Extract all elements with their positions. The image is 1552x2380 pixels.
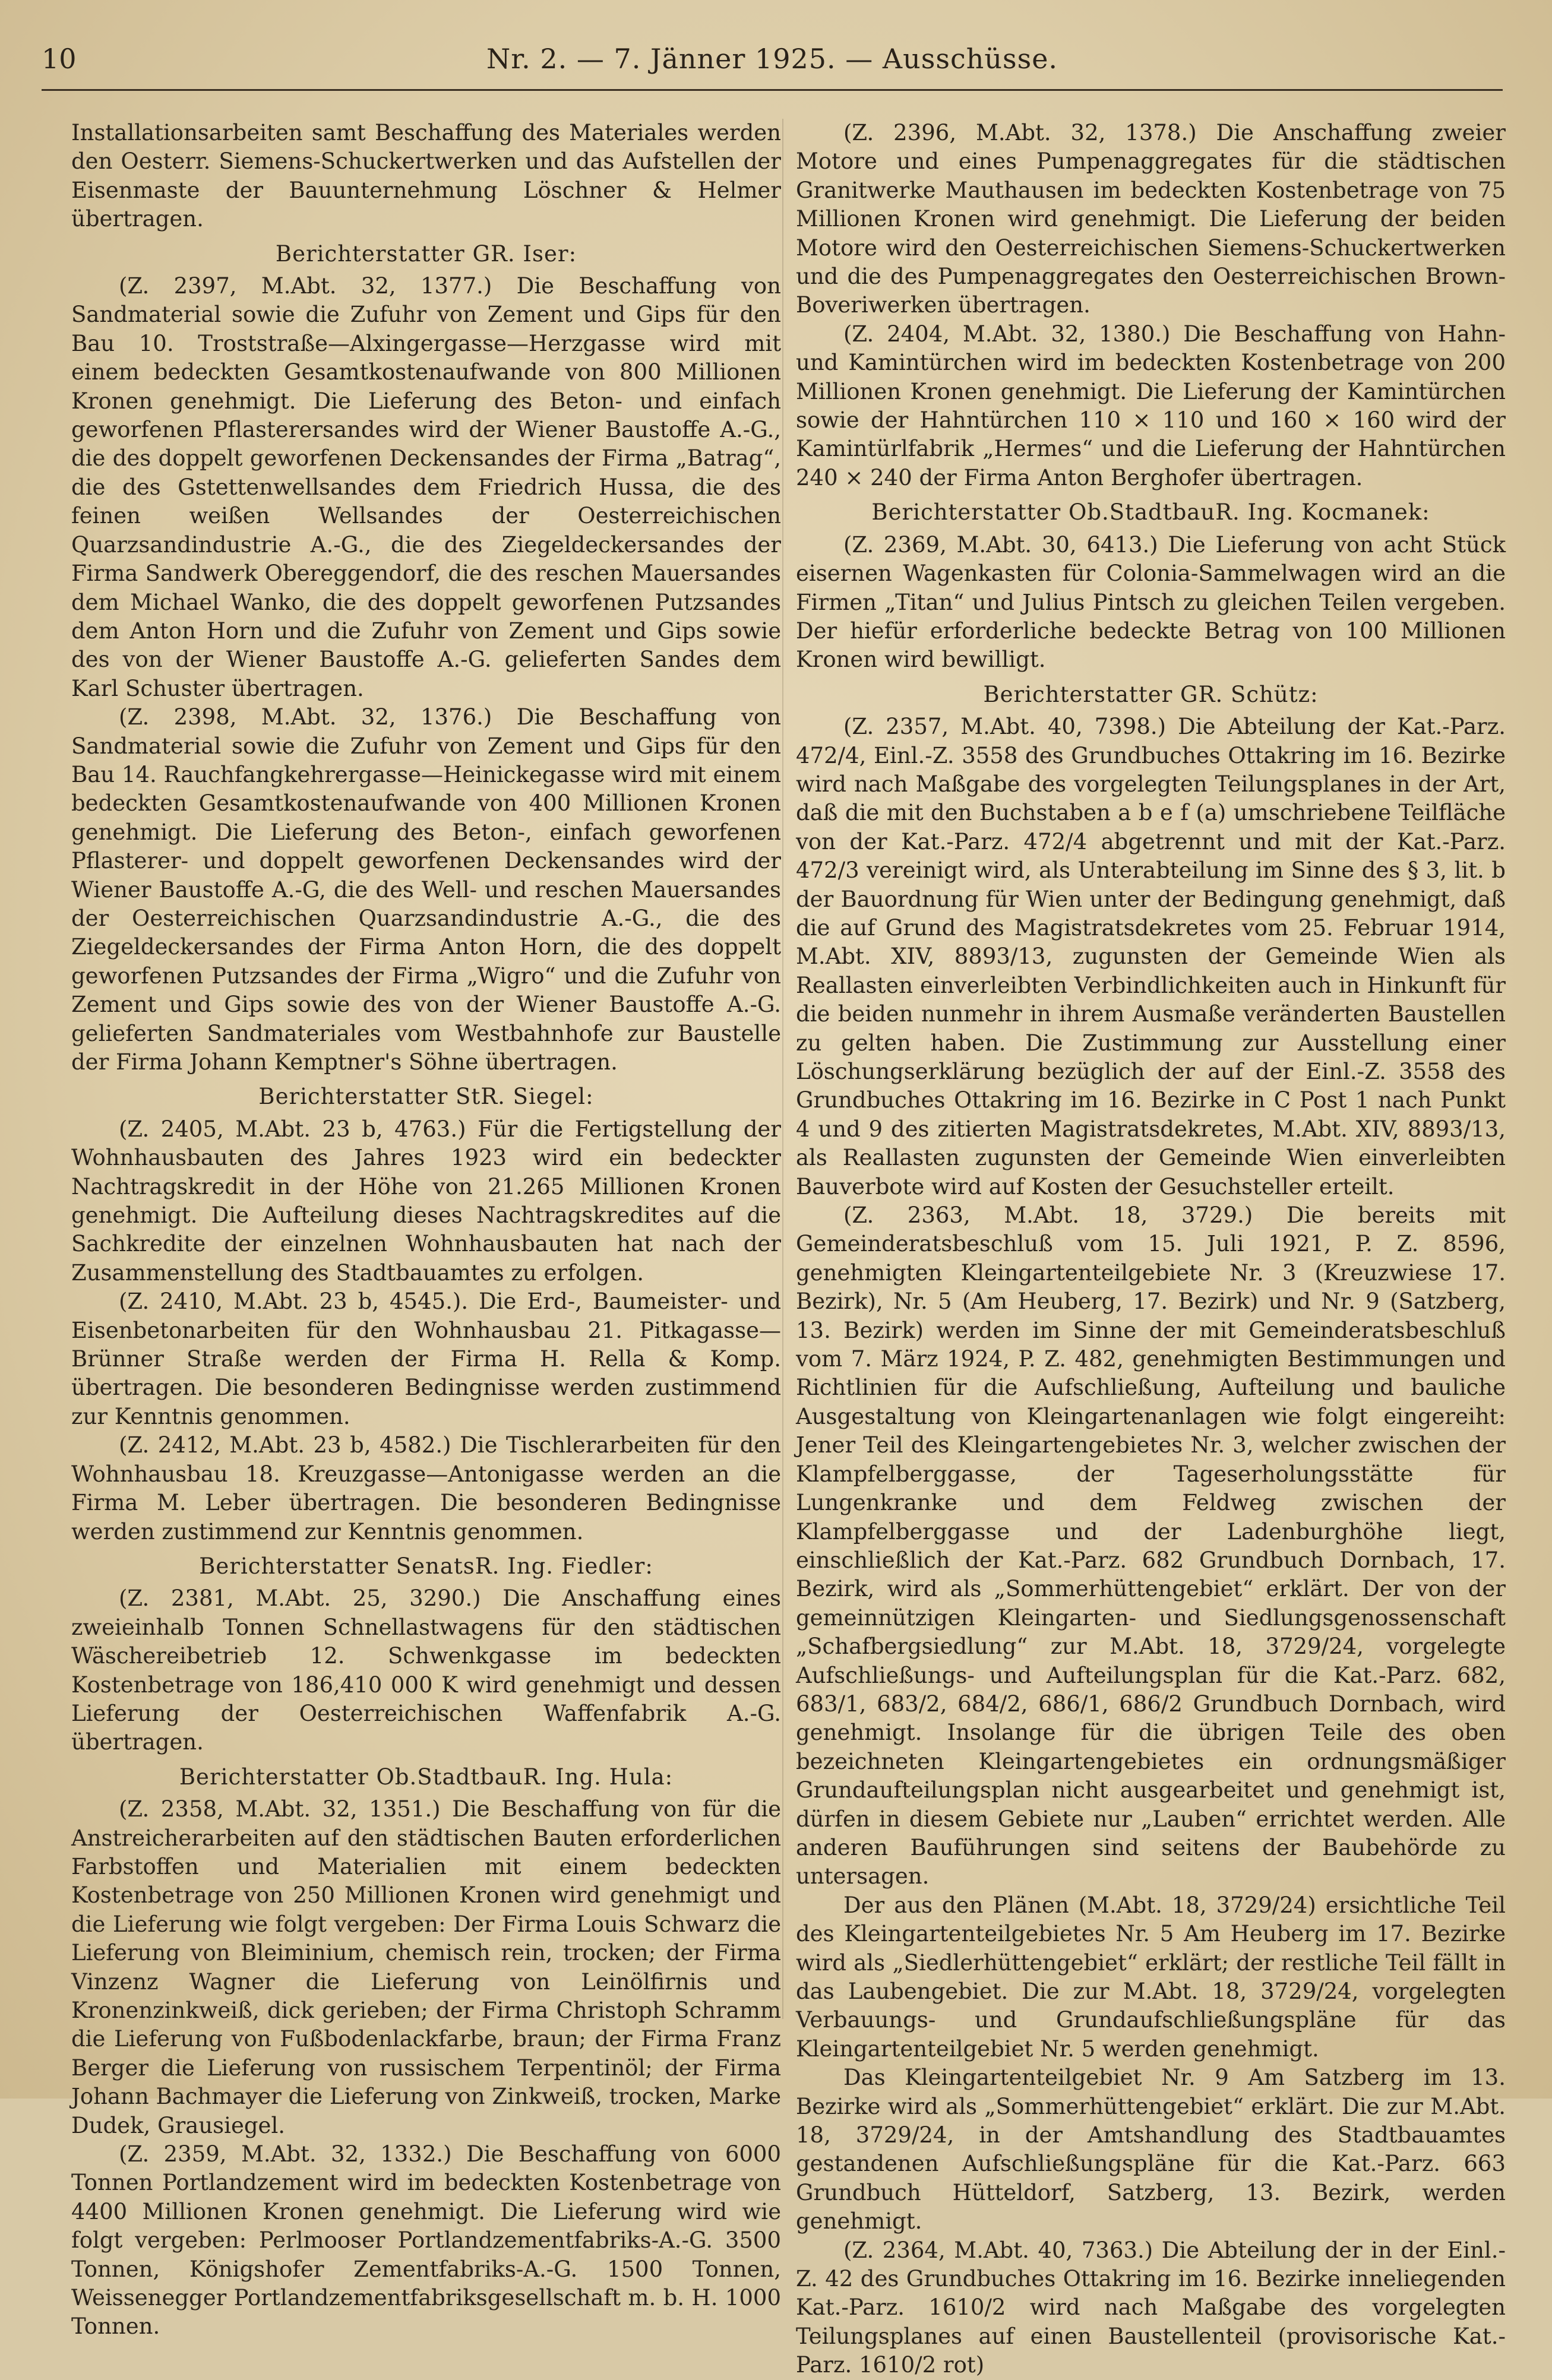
reporter-heading: Berichterstatter GR. Iser:	[275, 240, 577, 267]
left-column	[71, 119, 781, 2341]
article-paragraph: (Z. 2396, M.Abt. 32, 1378.) Die Anschaffung zweier Motore und eines Pumpenaggregates für die städtischen Granitwerke Mauthausen im bedeckten Kostenbetrage von 75 Millionen Kronen wird genehmigt. Die Lieferung der beiden Motore wird den Oesterreichischen Siemens-Schuckertwerken und die des Pumpenaggregates den Oesterreichischen Brown-Boveriwerken übertragen.	[796, 120, 1506, 318]
running-head: Nr. 2. — 7. Jänner 1925. — Ausschüsse.	[486, 43, 1058, 75]
article-paragraph: (Z. 2397, M.Abt. 32, 1377.) Die Beschaffung von Sandmaterial sowie die Zufuhr von Zement und Gips für den Bau 10. Troststraße—Alxingergasse—Herzgasse wird mit einem bedeckten Gesamtkostenaufwande von 800 Millionen Kronen genehmigt. Die Lieferung des Beton- und einfach geworfenen Pflasterersandes wird der Wiener Baustoffe A.-G., die des doppelt geworfenen Deckensandes der Firma „Batrag“, die des Gstettenwellsandes dem Friedrich Hussa, die des feinen weißen Wellsandes der Oesterreichischen Quarzsandindustrie A.-G., die des Ziegeldeckersandes der Firma Sandwerk Obereggendorf, die des reschen Mauersandes dem Michael Wanko, die des doppelt geworfenen Putzsandes dem Anton Horn und die Zufuhr von Zement und Gips sowie des von der Wiener Baustoffe A.-G. gelieferten Sandes dem Karl Schuster übertragen.	[71, 273, 781, 701]
reporter-heading: Berichterstatter SenatsR. Ing. Fiedler:	[199, 1553, 653, 1579]
article-paragraph: Das Kleingartenteilgebiet Nr. 9 Am Satzberg im 13. Bezirke wird als „Sommerhüttengebiet“ erklärt. Die zur M.Abt. 18, 3729/24, in der Amtshandlung des Stadtbauamtes gestandenen Aufschließungspläne für die Kat.-Parz. 663 Grundbuch Hütteldorf, Satzberg, 13. Bezirk, werden genehmigt.	[796, 2065, 1506, 2235]
reporter-heading: Berichterstatter StR. Siegel:	[258, 1084, 594, 1110]
reporter-heading: Berichterstatter GR. Schütz:	[983, 681, 1319, 707]
column-divider	[782, 119, 783, 2019]
page-number: 10	[42, 43, 77, 75]
article-paragraph: (Z. 2381, M.Abt. 25, 3290.) Die Anschaffung eines zweieinhalb Tonnen Schnellastwagens für den städtischen Wäschereibetrieb 12. Schwenkgasse im bedeckten Kostenbetrage von 186,410 000 K wird genehmigt und dessen Lieferung der Oesterreichischen Waffenfabrik A.-G. übertragen.	[71, 1585, 781, 1755]
article-paragraph: (Z. 2359, M.Abt. 32, 1332.) Die Beschaffung von 6000 Tonnen Portlandzement wird im bedeckten Kostenbetrage von 4400 Millionen Kronen genehmigt. Die Lieferung wird wie folgt vergeben: Perlmooser Portlandzementfabriks-A.-G. 3500 Tonnen, Königshofer Zementfabriks-A.-G. 1500 Tonnen, Weissenegger Portlandzementfabriksgesellschaft m. b. H. 1000 Tonnen.	[71, 2141, 781, 2340]
reporter-heading: Berichterstatter Ob.StadtbauR. Ing. Kocmanek:	[871, 499, 1430, 526]
page-header	[42, 36, 1503, 91]
article-paragraph: (Z. 2363, M.Abt. 18, 3729.) Die bereits mit Gemeinderatsbeschluß vom 15. Juli 1921, P. Z. 8596, genehmigten Kleingartenteilgebiete Nr. 3 (Kreuzwiese 17. Bezirk), Nr. 5 (Am Heuberg, 17. Bezirk) und Nr. 9 (Satzberg, 13. Bezirk) werden im Sinne der mit Gemeinderatsbeschluß vom 7. März 1924, P. Z. 482, genehmigten Bestimmungen und Richtlinien für die Aufschließung, Aufteilung und bauliche Ausgestaltung von Kleingartenanlagen wie folgt eingereiht: Jener Teil des Kleingartengebietes Nr. 3, welcher zwischen der Klampfelberggasse, der Tageserholungsstätte für Lungenkranke und dem Feldweg zwischen der Klampfelberggasse und der Ladenburghöhe liegt, einschließlich der Kat.-Parz. 682 Grundbuch Dornbach, 17. Bezirk, wird als „Sommerhüttengebiet“ erklärt. Der von der gemeinnützigen Kleingarten- und Siedlungsgenossenschaft „Schafbergsiedlung“ zur M.Abt. 18, 3729/24, vorgelegte Aufschließungs- und Aufteilungsplan für die Kat.-Parz. 682, 683/1, 683/2, 684/2, 686/1, 686/2 Grundbuch Dornbach, wird genehmigt. Insolange für die übrigen Teile des oben bezeichneten Kleingartengebietes ein ordnungsmäßiger Grundaufteilungsplan nicht ausgearbeitet und genehmigt ist, dürfen in diesem Gebiete nur „Lauben“ errichtet werden. Alle anderen Bauführungen sind seitens der Baubehörde zu untersagen.	[796, 1202, 1506, 1890]
article-paragraph: (Z. 2364, M.Abt. 40, 7363.) Die Abteilung der in der Einl.-Z. 42 des Grundbuches Ottakring im 16. Bezirke inneliegenden Kat.-Parz. 1610/2 wird nach Maßgabe des vorgelegten Teilungsplanes auf einen Baustellenteil (provisorische Kat.-Parz. 1610/2 rot)	[796, 2237, 1506, 2378]
article-paragraph: Der aus den Plänen (M.Abt. 18, 3729/24) ersichtliche Teil des Kleingartenteilgebietes Nr. 5 Am Heuberg im 17. Bezirke wird als „Siedlerhüttengebiet“ erklärt; der restliche Teil fällt in das Laubengebiet. Die zur M.Abt. 18, 3729/24, vorgelegten Verbauungs- und Grundaufschließungspläne für das Kleingartenteilgebiet Nr. 5 werden genehmigt.	[796, 1892, 1506, 2062]
article-paragraph: (Z. 2358, M.Abt. 32, 1351.) Die Beschaffung von für die Anstreicherarbeiten auf den städtischen Bauten erforderlichen Farbstoffen und Materialien mit einem bedeckten Kostenbetrage von 250 Millionen Kronen wird genehmigt und die Lieferung wie folgt vergeben: Der Firma Louis Schwarz die Lieferung von Bleiminium, chemisch rein, trocken; der Firma Vinzenz Wagner die Lieferung von Leinölfirnis und Kronenzinkweiß, dick gerieben; der Firma Christoph Schramm die Lieferung von Fußbodenlackfarbe, braun; der Firma Franz Berger die Lieferung von russischem Terpentinöl; der Firma Johann Bachmayer die Lieferung von Zinkweiß, trocken, Marke Dudek, Grausiegel.	[71, 1796, 781, 2138]
article-paragraph: (Z. 2405, M.Abt. 23 b, 4763.) Für die Fertigstellung der Wohnhausbauten des Jahres 1923 wird ein bedeckter Nachtragskredit in der Höhe von 21.265 Millionen Kronen genehmigt. Die Aufteilung dieses Nachtragskredites auf die Sachkredite der einzelnen Wohnhausbauten hat nach der Zusammenstellung des Stadtbauamtes zu erfolgen.	[71, 1116, 781, 1286]
article-paragraph: (Z. 2369, M.Abt. 30, 6413.) Die Lieferung von acht Stück eisernen Wagenkasten für Colonia-Sammelwagen wird an die Firmen „Titan“ und Julius Pintsch zu gleichen Teilen vergeben. Der hiefür erforderliche bedeckte Betrag von 100 Millionen Kronen wird bewilligt.	[796, 531, 1506, 673]
article-paragraph: Installationsarbeiten samt Beschaffung des Materiales werden den Oesterr. Siemens-Schuckertwerken und das Aufstellen der Eisenmaste der Bauunternehmung Löschner & Helmer übertragen.	[71, 120, 781, 232]
article-paragraph: (Z. 2357, M.Abt. 40, 7398.) Die Abteilung der Kat.-Parz. 472/4, Einl.-Z. 3558 des Grundbuches Ottakring im 16. Bezirke wird nach Maßgabe des vorgelegten Teilungsplanes in der Art, daß die mit den Buchstaben a b e f (a) umschriebene Teilfläche von der Kat.-Parz. 472/4 abgetrennt und mit der Kat.-Parz. 472/3 vereinigt wird, als Unterabteilung im Sinne des § 3, lit. b der Bauordnung für Wien unter der Bedingung genehmigt, daß die auf Grund des Magistratsdekretes vom 25. Februar 1914, M.Abt. XIV, 8893/13, zugunsten der Gemeinde Wien als Reallasten einverleibten Verbindlichkeiten auch in Hinkunft für die beiden nunmehr in ihrem Ausmaße veränderten Baustellen zu gelten haben. Die Zustimmung zur Ausstellung einer Löschungserklärung bezüglich der auf der Einl.-Z. 3558 des Grundbuches Ottakring im 16. Bezirke in C Post 1 nach Punkt 4 und 9 des zitierten Magistratsdekretes, M.Abt. XIV, 8893/13, als Reallasten zugunsten der Gemeinde Wien einverleibten Bauverbote wird auf Kosten der Gesuchsteller erteilt.	[796, 714, 1506, 1200]
article-paragraph: (Z. 2404, M.Abt. 32, 1380.) Die Beschaffung von Hahn- und Kamintürchen wird im bedeckten Kostenbetrage von 200 Millionen Kronen genehmigt. Die Lieferung der Kamintürchen sowie der Hahntürchen 110 × 110 und 160 × 160 wird der Kamintürlfabrik „Hermes“ und die Lieferung der Hahntürchen 240 × 240 der Firma Anton Berghofer übertragen.	[796, 321, 1506, 490]
article-paragraph: (Z. 2410, M.Abt. 23 b, 4545.). Die Erd-, Baumeister- und Eisenbetonarbeiten für den Wohnhausbau 21. Pitkagasse—Brünner Straße werden der Firma H. Rella & Komp. übertragen. Die besonderen Bedingnisse werden zustimmend zur Kenntnis genommen.	[71, 1289, 781, 1429]
article-paragraph: (Z. 2398, M.Abt. 32, 1376.) Die Beschaffung von Sandmaterial sowie die Zufuhr von Zement und Gips für den Bau 14. Rauchfangkehrergasse—Heinickegasse wird mit einem bedeckten Gesamtkostenaufwande von 400 Millionen Kronen genehmigt. Die Lieferung des Beton-, einfach geworfenen Pflasterer- und doppelt geworfenen Deckensandes wird der Wiener Baustoffe A.-G, die des Well- und reschen Mauersandes der Oesterreichischen Quarzsandindustrie A.-G., die des Ziegeldeckersandes der Firma Anton Horn, die des doppelt geworfenen Putzsandes der Firma „Wigro“ und die Zufuhr von Zement und Gips sowie des von der Wiener Baustoffe A.-G. gelieferten Sandmateriales vom Westbahnhofe zur Baustelle der Firma Johann Kemptner's Söhne übertragen.	[71, 704, 781, 1075]
right-column	[796, 119, 1506, 2380]
article-paragraph: (Z. 2412, M.Abt. 23 b, 4582.) Die Tischlerarbeiten für den Wohnhausbau 18. Kreuzgasse—Antonigasse werden an die Firma M. Leber übertragen. Die besonderen Bedingnisse werden zustimmend zur Kenntnis genommen.	[71, 1432, 781, 1545]
reporter-heading: Berichterstatter Ob.StadtbauR. Ing. Hula:	[179, 1764, 674, 1790]
